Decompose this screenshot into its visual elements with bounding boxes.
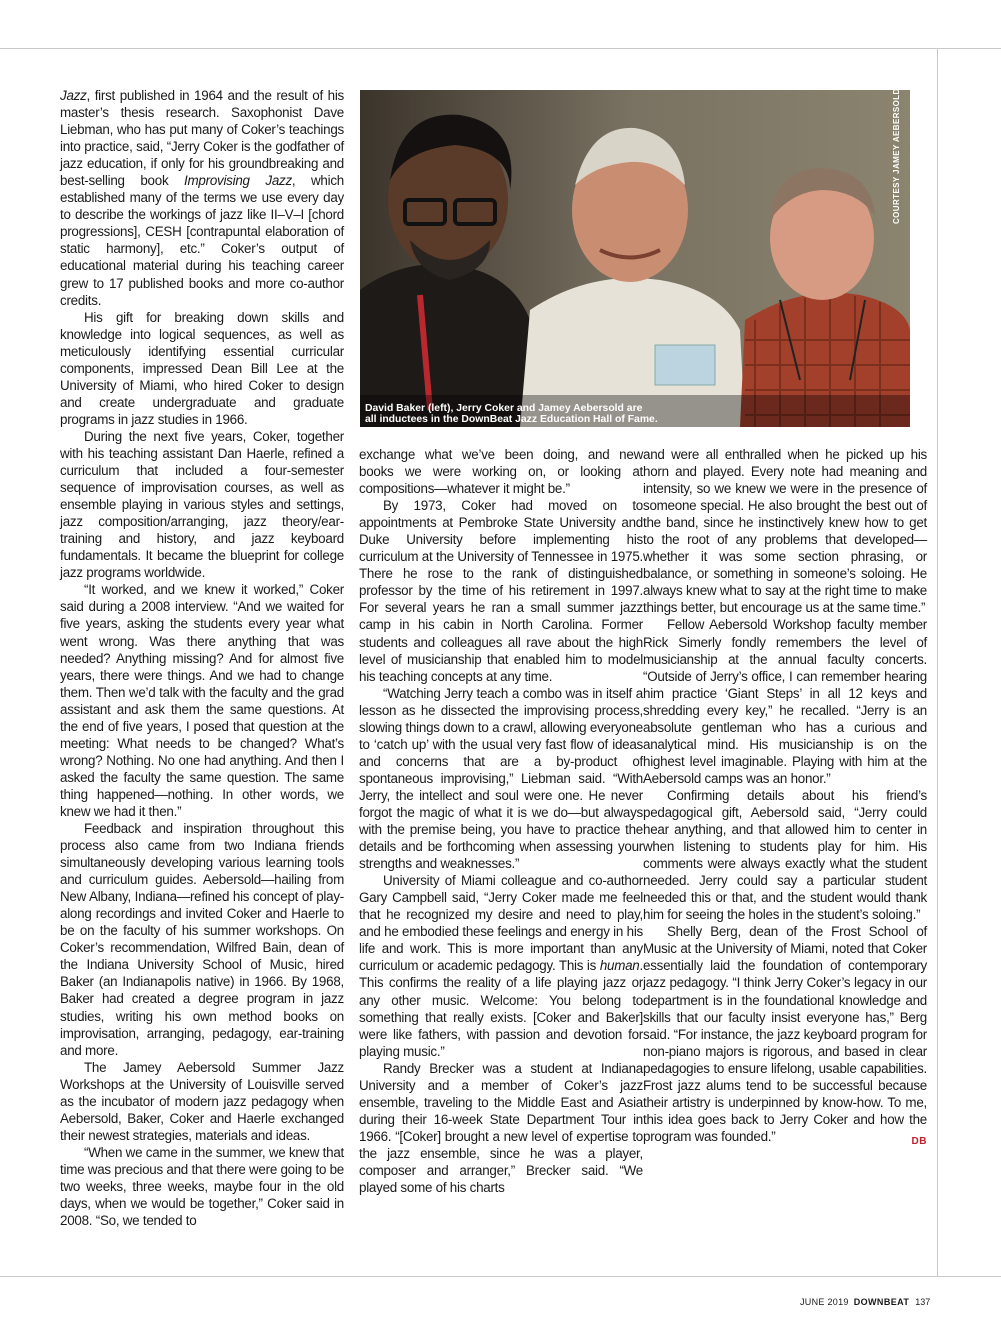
paragraph: “When we came in the summer, we knew that time was precious and that there were going to be two weeks, three weeks, maybe four in the old days, when we would be together,” Coker said in 2008. “So, we tended to: [60, 1144, 345, 1229]
paragraph: His gift for breaking down skills and knowledge into logical sequences, as well as meticulously identifying essential curricular components, impressed Dean Bill Lee at the University of Miami, who hired Coker to design and create undergraduate and graduate programs in jazz studies in 1966.: [60, 309, 344, 427]
top-border-rule: [0, 48, 1001, 49]
paragraph: During the next five years, Coker, together with his teaching assistant Dan Haerle, refined a curriculum that included a four-semester sequence of improvisation courses, as well as ensemble playing in various styles and settings, jazz composition/arranging, jazz theory/ear-training and history, and jazz keyboard fundamentals. It became the blueprint for college jazz programs worldwide.: [60, 428, 344, 581]
end-mark: DB: [911, 1135, 927, 1147]
paragraph: University of Miami colleague and co-author Gary Campbell said, “Jerry Coker made me feel that he recognized my desire and need to play, and he embodied these feelings and energy in his life and work. This is more important than any curriculum or academic pedagogy. This is human. This confirms the reality of a life playing jazz or any other music. Welcome: You belong to something that really exists. [Coker and Baker] were like fathers, with passion and devotion for playing music.”: [359, 873, 643, 1059]
photo-illustration: [360, 90, 910, 427]
paragraph: “Watching Jerry teach a combo was in itself a lesson as he dissected the improvising process, slowing things down to a crawl, allowing everyone to ‘catch up’ with the usual very fast flow of ideas and concerns that are a by-product of spontaneous improvising,” Liebman said. “With Jerry, the intellect and soul were one. He never forgot the magic of what it is we do—but always with the premise being, you have to practice the details and be forthcoming when assessing your strengths and weaknesses.”: [359, 685, 643, 872]
paragraph: Jazz, first published in 1964 and the result of his master’s thesis research. Saxophonist Dave Liebman, who has put many of Coker’s teachings into practice, said, “Jerry Coker is the godfather of jazz education, if only for his groundbreaking and best-selling book Improvising Jazz, which established many of the terms we use every day to describe the workings of jazz like II–V–I [chord progressions], CESH [contrapuntal elaboration of static harmony], etc.” Coker’s output of educational material during his teaching career grew to 17 published books and more co-author credits.: [60, 88, 344, 308]
paragraph: Shelly Berg, dean of the Frost School of Music at the University of Miami, noted that Coker essentially laid the foundation of contemporary jazz pedagogy. “I think Jerry Coker’s legacy in our department is in the foundational knowledge and skills that our faculty insist everyone has,” Berg said. “For instance, the jazz keyboard program for non-piano majors is rigorous, and based in clear pedagogies to ensure lifelong, usable capabilities. Frost jazz alums tend to be successful because their artistry is underpinned by know-how. To me, this idea goes back to Jerry Coker and how the program was founded.” DB: [643, 923, 927, 1145]
page-number: 137: [915, 1297, 931, 1307]
paragraph: Feedback and inspiration throughout this process also came from two Indiana friends simultaneously developing various learning tools and curriculum guides. Aebersold—hailing from New Albany, Indiana—refined his concept of play-along recordings and invited Coker and Haerle to be on the faculty of his summer workshops. On Coker’s recommendation, Wilfred Bain, dean of the Indiana University School of Music, hired Baker (an Indianapolis native) in 1966. By 1968, Baker had created a degree program in jazz studies, writing his own method books on improvisation, arranging, pedagogy, ear-training and more.: [60, 821, 344, 1058]
issue-date: JUNE 2019: [800, 1297, 849, 1307]
photo-credit: COURTESY JAMEY AEBERSOLD: [892, 88, 901, 224]
article-column-3: [643, 446, 927, 1150]
caption-line: all inductees in the DownBeat Jazz Education Hall of Fame.: [365, 414, 658, 425]
article-column-2: [359, 446, 643, 1196]
bottom-border-rule: [0, 1276, 1001, 1277]
article-column-1: [60, 87, 344, 1229]
caption-line: David Baker (left), Jerry Coker and Jamey Aebersold are: [365, 403, 643, 414]
article-photo: [360, 90, 910, 427]
paragraph: “It worked, and we knew it worked,” Coker said during a 2008 interview. “And we waited for five years, asking the students every year what went wrong. Was there anything that was needed? Anything missing? And for almost five years, there were things. And we had to change them. Then we’d talk with the faculty and the grad assistant and ask them the same questions. At the end of five years, I posed that question at the meeting: What needs to be changed? What’s wrong? Nothing. No one had anything. And then I asked the faculty the same question. The same thing happened—nothing. In other words, we knew we had it then.”: [60, 582, 344, 819]
photo-caption: [365, 403, 905, 425]
magazine-name: DOWNBEAT: [853, 1297, 910, 1307]
paragraph: Fellow Aebersold Workshop faculty member Rick Simerly fondly remembers the level of musicianship at the annual faculty concerts. “Outside of Jerry’s office, I can remember hearing him practice ‘Giant Steps’ in all 12 keys and shredding every key,” he recalled. “Jerry is an absolute gentleman who has a curious and analytical mind. His musicianship is on the highest level imaginable. Playing with him at the Aebersold camps was an honor.”: [643, 617, 927, 786]
right-border-rule: [937, 48, 938, 1277]
paragraph: exchange what we’ve been doing, and new books we were working on, or looking at compositions—whatever it might be.”: [359, 447, 643, 497]
paragraph: Randy Brecker was a student at Indiana University and a member of Coker’s jazz ensemble, traveling to the Middle East and Asia during their 16-week State Department Tour in 1966. “[Coker] brought a new level of expertise to the jazz ensemble, since he was a player, composer and arranger,” Brecker said. “We played some of his charts: [359, 1060, 643, 1196]
paragraph: and were all enthralled when he picked up his horn and played. Every note had meaning and intensity, so we knew we were in the presence of someone special. He also brought the best out of the band, since he instinctively knew how to get to the root of any problems that developed—whether it was some section phrasing, or balance, or something in someone’s soloing. He always knew what to say at the right time to make things better, but encourage us at the same time.”: [643, 447, 927, 616]
paragraph: By 1973, Coker had moved on to appointments at Pembroke State University and Duke University before implementing his curriculum at the University of Tennessee in 1975. There he rose to the rank of distinguished professor by the time of his retirement in 1997. For several years he ran a small summer jazz camp in his cabin in North Carolina. Former students and colleagues all rave about the high level of musicianship that enabled him to model his teaching concepts at any time.: [359, 498, 643, 684]
page-footer: [800, 1297, 940, 1307]
paragraph: Confirming details about his friend’s pedagogical gift, Aebersold said, “Jerry could hear anything, and that allowed him to center in when listening to students play for him. His comments were always exactly what the student needed. Jerry could say a particular student needed this or that, and the student would thank him for seeing the holes in the student’s soloing.”: [643, 787, 927, 923]
paragraph: The Jamey Aebersold Summer Jazz Workshops at the University of Louisville served as the incubator of modern jazz pedagogy when Aebersold, Baker, Coker and Haerle exchanged their newest strategies, materials and ideas.: [60, 1059, 344, 1143]
